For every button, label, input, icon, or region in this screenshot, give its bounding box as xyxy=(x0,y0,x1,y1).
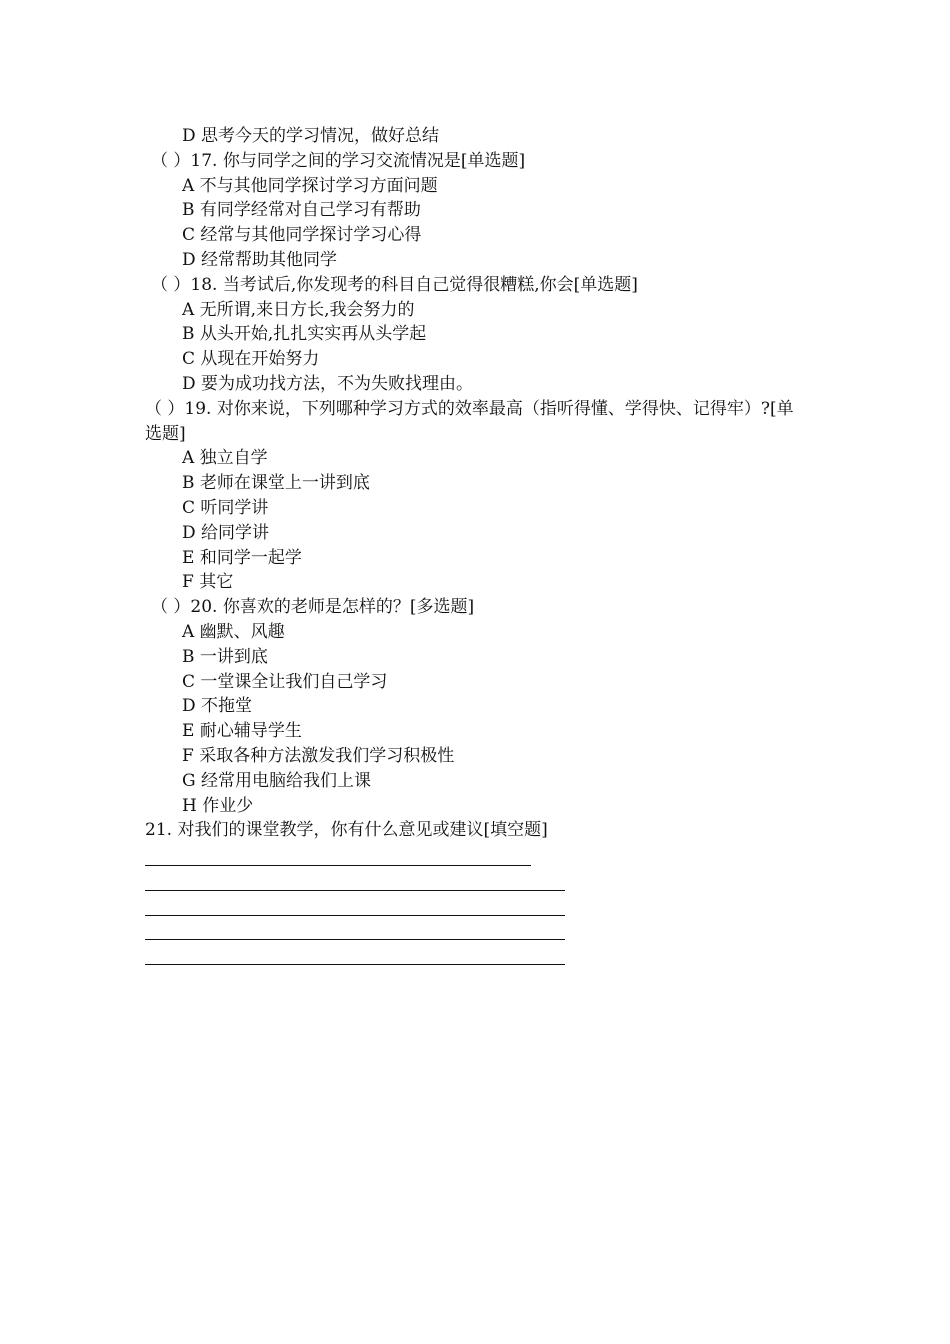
question-18 xyxy=(145,273,845,397)
q18-option-c: C 从现在开始努力 xyxy=(182,349,320,370)
q19-option-a: A 独立自学 xyxy=(182,448,268,469)
q16-option-d: D 思考今天的学习情况，做好总结 xyxy=(182,126,440,146)
q20-option-f: F 采取各种方法激发我们学习积极性 xyxy=(182,745,455,766)
question-21 xyxy=(145,818,845,967)
q19-option-d: D 给同学讲 xyxy=(182,522,270,543)
q19-option-e: E 和同学一起学 xyxy=(182,547,302,568)
question-17-text: （ ）17. 你与同学之间的学习交流情况是[单选题] xyxy=(151,150,526,171)
survey-content xyxy=(145,124,845,967)
q17-option-c: C 经常与其他同学探讨学习心得 xyxy=(182,225,422,246)
q17-option-d: D 经常帮助其他同学 xyxy=(182,249,338,270)
question-17 xyxy=(145,149,845,273)
q20-option-a: A 幽默、风趣 xyxy=(182,621,285,642)
answer-line-5[interactable] xyxy=(145,942,845,967)
q20-option-h: H 作业少 xyxy=(182,795,254,816)
q17-option-a: A 不与其他同学探讨学习方面问题 xyxy=(182,175,438,196)
q18-option-d: D 要为成功找方法，不为失败找理由。 xyxy=(182,373,474,394)
q20-option-c: C 一堂课全让我们自己学习 xyxy=(182,671,388,692)
question-19-text: （ ）19. 对你来说，下列哪种学习方式的效率最高（指听得懂、学得快、记得牢）?[单选题] xyxy=(145,398,794,444)
answer-line-3[interactable] xyxy=(145,893,845,918)
q19-option-f: F 其它 xyxy=(182,572,234,593)
q20-option-d: D 不拖堂 xyxy=(182,696,253,717)
q19-option-b: B 老师在课堂上一讲到底 xyxy=(182,473,370,494)
q20-option-b: B 一讲到底 xyxy=(182,646,268,667)
q20-option-g: G 经常用电脑给我们上课 xyxy=(182,770,371,791)
q18-option-b: B 从头开始,扎扎实实再从头学起 xyxy=(182,324,427,345)
answer-line-2[interactable] xyxy=(145,868,845,893)
question-18-text: （ ）18. 当考试后,你发现考的科目自己觉得很糟糕,你会[单选题] xyxy=(151,274,638,295)
question-19 xyxy=(145,397,845,595)
q18-option-a: A 无所谓,来日方长,我会努力的 xyxy=(182,299,415,320)
question-21-text: 21. 对我们的课堂教学，你有什么意见或建议[填空题] xyxy=(145,820,548,841)
q17-option-b: B 有同学经常对自己学习有帮助 xyxy=(182,200,421,221)
answer-line-4[interactable] xyxy=(145,918,845,943)
q20-option-e: E 耐心辅导学生 xyxy=(182,721,302,742)
question-20 xyxy=(145,595,845,818)
q19-option-c: C 听同学讲 xyxy=(182,497,269,518)
answer-line-1[interactable] xyxy=(145,843,845,868)
question-20-text: （ ）20. 你喜欢的老师是怎样的？[多选题] xyxy=(151,597,475,618)
